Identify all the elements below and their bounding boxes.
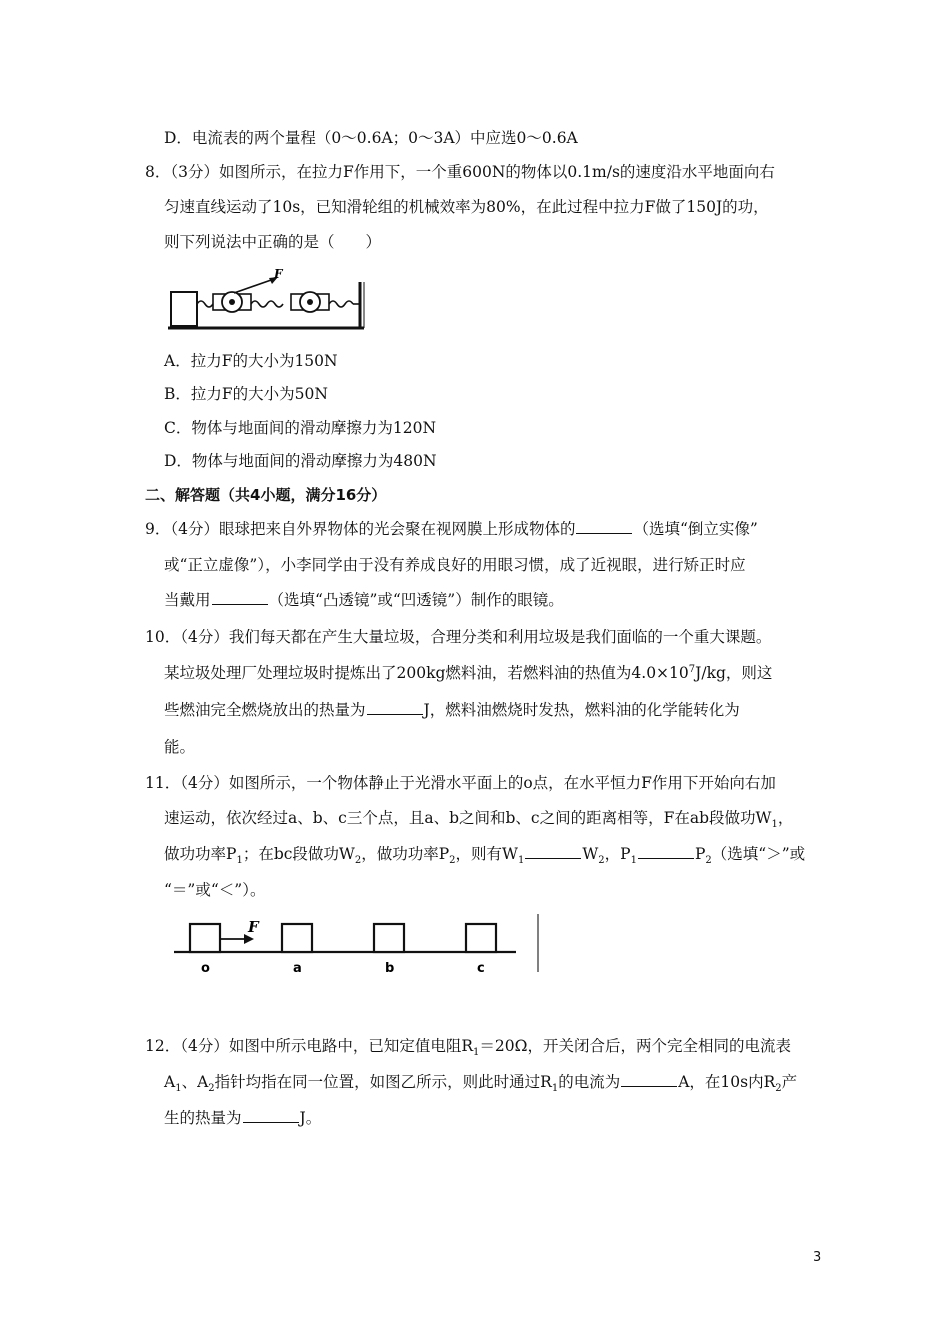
q10-line1: 10．（4分）我们每天都在产生大量垃圾，合理分类和利用垃圾是我们面临的一个重大课题。 [145,628,772,646]
q9-line1-text-b: （选填“倒立实像” [633,520,758,538]
q8-option-b: B．拉力F的大小为50N [164,385,328,403]
q12-line2 [164,1072,798,1095]
q11-l3-a: 做功功率P [164,845,237,863]
q11-line2-text-a: 速运动，依次经过a、b、c三个点，且a、b之间和b、c之间的距离相等，F在ab段做功W [164,809,772,827]
q8-pulley-figure [168,268,368,332]
q9-line2: 或“正立虚像”），小李同学由于没有养成良好的用眼习惯，成了近视眼，进行矫正时应 [164,556,746,574]
q8-stem-line2: 匀速直线运动了10s，已知滑轮组的机械效率为80%，在此过程中拉力F做了150J的功， [164,198,769,216]
q9-line3-text-b: （选填“凸透镜”或“凹透镜”）制作的眼镜。 [268,591,564,609]
q12-l2-e: A，在10s内R [678,1073,776,1091]
q12-l2-sub1: 1 [175,1083,182,1095]
q12-l2-a: A [164,1073,176,1091]
q11-line3 [164,844,806,867]
q11-label-o: o [201,961,210,976]
q8-stem-line1: 8．（3分）如图所示，在拉力F作用下，一个重600N的物体以0.1m/s的速度沿水平地面向右 [145,163,775,181]
q9-line1-text-a: 9．（4分）眼球把来自外界物体的光会聚在视网膜上形成物体的 [145,520,576,538]
q10-exponent: 7 [688,663,696,675]
q9-line1 [145,519,758,539]
q12-l2-sub2: 2 [208,1083,215,1095]
q8-option-a: A．拉力F的大小为150N [164,352,338,370]
q11-line4: “＝”或“＜”）。 [164,881,266,899]
q10-line3-text-b: J，燃料油燃烧时发热，燃料油的化学能转化为 [423,701,740,719]
q11-l3-f: ，P [604,845,631,863]
q10-line2-text-b: J/kg，则这 [695,664,773,682]
q11-l3-b: ；在bc段做功W [242,845,355,863]
q8-figure-force-label: F [274,268,283,281]
q11-l3-c: ，做功功率P [361,845,450,863]
q12-l2-sub4: 2 [775,1083,782,1095]
q11-l3-e: W [582,845,599,863]
q11-l3-sub3: 2 [449,855,456,867]
q9-line3 [164,590,564,610]
q11-blank-2[interactable] [638,844,694,859]
q11-l3-h: （选填“＞”或 [711,845,806,863]
q11-label-a: a [293,961,302,976]
q12-l1-sub: 1 [473,1047,480,1059]
q12-l2-c: 指针均指在同一位置，如图乙所示，则此时通过R [214,1073,552,1091]
q8-stem-line3: 则下列说法中正确的是（ ） [164,233,382,251]
q9-blank-2[interactable] [212,590,268,605]
q11-label-b: b [385,961,395,976]
q12-line1 [145,1036,791,1059]
q11-line2-text-b: ， [777,809,794,827]
q12-l2-sub3: 1 [551,1083,559,1095]
q11-line1: 11．（4分）如图所示，一个物体静止于光滑水平面上的o点，在水平恒力F作用下开始向右加 [145,774,776,792]
page-number: 3 [813,1250,822,1265]
q11-line2 [164,808,794,831]
q9-line3-text-a: 当戴用 [164,591,211,609]
q11-l3-sub4: 1 [517,855,525,867]
q11-blank-1[interactable] [525,844,581,859]
q12-l1-a: 12．（4分）如图中所示电路中，已知定值电阻R [145,1037,474,1055]
q12-l3-b: J。 [299,1109,322,1127]
q9-blank-1[interactable] [576,519,632,534]
q11-l3-d: ，则有W [455,845,518,863]
q11-l3-sub2: 2 [354,855,362,867]
q11-l3-sub5: 2 [598,855,605,867]
q8-option-d: D．物体与地面间的滑动摩擦力为480N [164,452,437,470]
q11-l3-sub7: 2 [705,855,712,867]
q11-l3-sub1: 1 [236,855,243,867]
q12-blank-2[interactable] [243,1108,299,1123]
q12-blank-1[interactable] [621,1072,677,1087]
q10-blank-1[interactable] [367,700,423,715]
q10-line4: 能。 [164,738,196,756]
q11-l3-sub6: 1 [630,855,637,867]
q12-l2-f: 产 [781,1073,798,1091]
q12-line3 [164,1108,321,1128]
q12-l3-a: 生的热量为 [164,1109,242,1127]
q10-line3-text-a: 些燃油完全燃烧放出的热量为 [164,701,366,719]
q10-line2 [164,663,772,683]
q11-motion-figure [170,910,550,978]
q11-label-c: c [477,961,485,976]
section-title: 二、解答题（共4小题，满分16分） [145,486,387,504]
q11-figure-force-label: F [248,918,259,936]
q12-l2-d: 的电流为 [558,1073,621,1091]
q12-l1-b: ＝20Ω，开关闭合后，两个完全相同的电流表 [479,1037,791,1055]
q12-l2-b: 、A [181,1073,209,1091]
q7-option-d: D．电流表的两个量程（0～0.6A；0～3A）中应选0～0.6A [164,129,578,147]
q11-l3-g: P [694,845,706,863]
q10-line3 [164,700,740,720]
q11-sub-w1: 1 [771,819,778,831]
q8-option-c: C．物体与地面间的滑动摩擦力为120N [164,419,437,437]
q10-line2-text-a: 某垃圾处理厂处理垃圾时提炼出了200kg燃料油，若燃料油的热值为4.0×10 [164,664,689,682]
